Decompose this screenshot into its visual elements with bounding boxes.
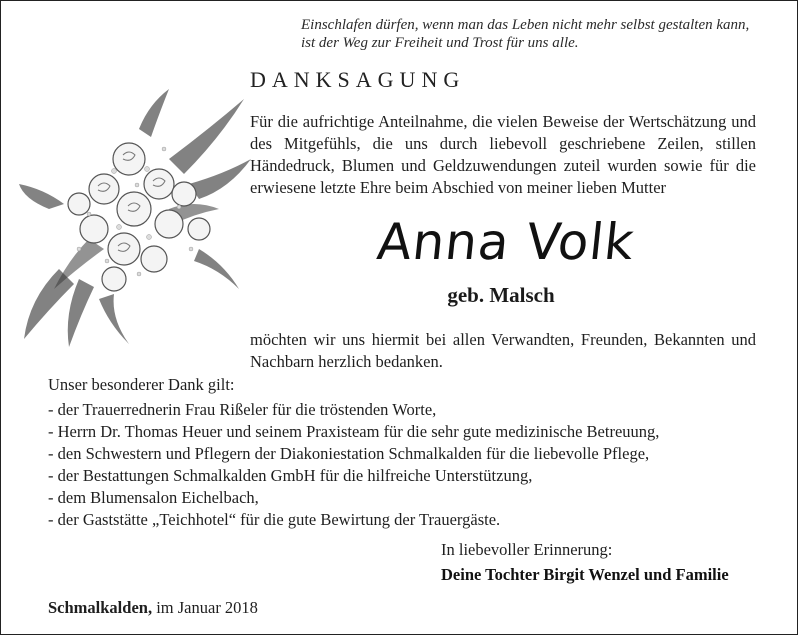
deceased-maiden-name: geb. Malsch (447, 283, 555, 307)
closing-memory: In liebevoller Erinnerung: (441, 540, 613, 559)
list-item: - der Trauerrednerin Frau Rißeler für die tröstenden Worte, (48, 400, 437, 419)
list-item: - der Gaststätte „Teichhotel“ für die gute Bewirtung der Trauergäste. (48, 510, 501, 529)
motto-line-2: ist der Weg zur Freiheit und Trost für uns alle. (301, 35, 579, 51)
place-date-text: im Januar 2018 (156, 598, 258, 617)
thanks-text: möchten wir uns hiermit bei allen Verwandten, Freunden, Bekannten und Nachbarn herzlich bedanken. (250, 330, 756, 371)
flower-bouquet-image (19, 89, 254, 349)
deceased-name: Anna Volk (374, 213, 638, 271)
list-item: - Herrn Dr. Thomas Heuer und seinem Praxisteam für die sehr gute medizinische Betreuung, (48, 422, 660, 441)
special-thanks-list (48, 399, 659, 531)
list-item: - der Bestattungen Schmalkalden GmbH für die hilfreiche Unterstützung, (48, 466, 533, 485)
page-title: DANKSAGUNG (250, 67, 466, 92)
special-thanks-title: Unser besonderer Dank gilt: (48, 375, 235, 394)
bouquet-icon (19, 89, 254, 349)
place-date (48, 598, 258, 618)
closing-family: Deine Tochter Birgit Wenzel und Familie (441, 565, 729, 584)
motto-quote (301, 16, 781, 52)
place-city: Schmalkalden, (48, 598, 153, 617)
intro-text: Für die aufrichtige Anteilnahme, die vielen Beweise der Wertschätzung und des Mitgefühls, die uns durch liebevoll geschriebene Zeilen, stillen Händedruck, Blumen und Geldzuwendungen zuteil wurden sowie für die erwiesene letzte Ehre beim Abschied von meiner lieben Mutter (250, 112, 756, 197)
list-item: - den Schwestern und Pflegern der Diakoniestation Schmalkalden für die liebevolle Pflege, (48, 444, 650, 463)
list-item: - dem Blumensalon Eichelbach, (48, 488, 259, 507)
motto-line-1: Einschlafen dürfen, wenn man das Leben nicht mehr selbst gestalten kann, (301, 17, 750, 33)
